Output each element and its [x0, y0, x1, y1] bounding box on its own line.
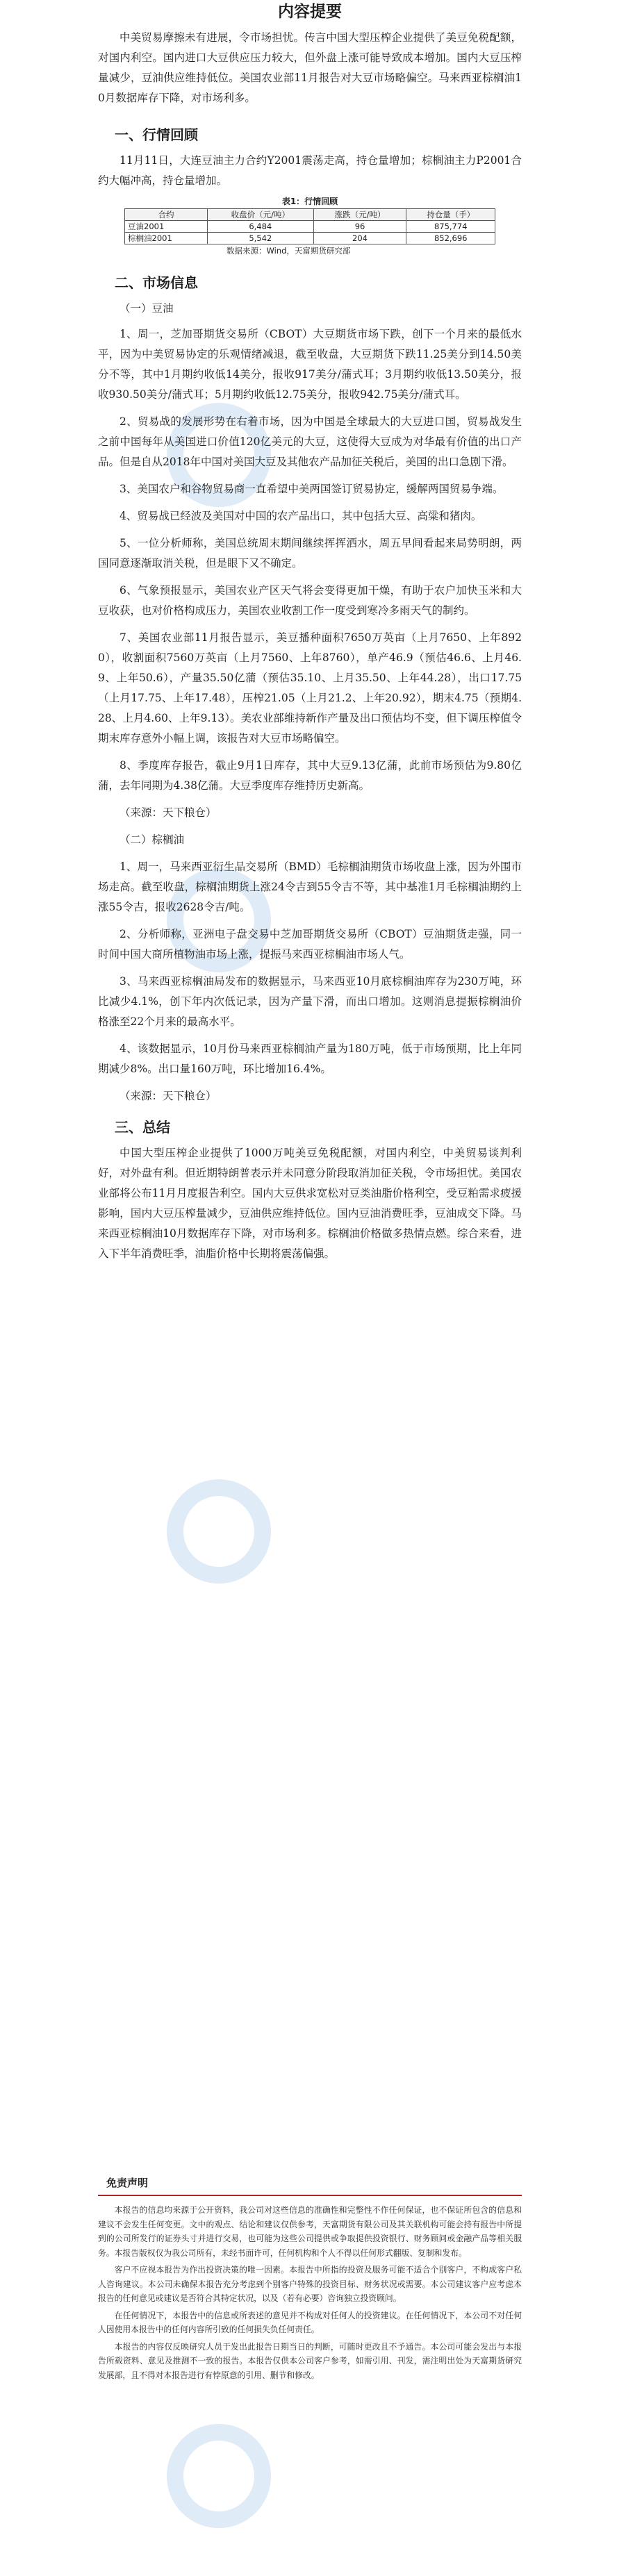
- subheading-soybean-oil: （一）豆油: [120, 302, 174, 315]
- soy-oil-news: [98, 324, 522, 796]
- news-paragraph: 1、周一，芝加哥期货交易所（CBOT）大豆期货市场下跌，创下一个月来的最低水平，因为中美贸易协定的乐观情绪减退，截至收盘，大豆期货下跌11.25美分到14.50美分不等，其中1月期约收低14美分，报收917美分/蒲式耳；3月期约收低13.50美分，报收930.50美分/蒲式耳；5月期约收低12.75美分，报收942.75美分/蒲式耳。: [98, 328, 522, 401]
- watermark-logo: [167, 2410, 493, 2549]
- table-cell: 豆油2001: [125, 221, 208, 233]
- disclaimer-paragraph: 在任何情况下，本报告中的信息或所表述的意见并不构成对任何人的投资建议。在任何情况下，本公司不对任何人因使用本报告中的任何内容所引致的任何损失负任何责任。: [98, 2310, 522, 2334]
- table-cell: 204: [313, 233, 406, 244]
- summary-block: [98, 28, 522, 108]
- subheading-palm-oil: （二）棕榈油: [120, 833, 185, 846]
- table-cell: 棕榈油2001: [125, 233, 208, 244]
- table-cell: 6,484: [207, 221, 313, 233]
- logo-ring-icon: [167, 1479, 271, 1584]
- news-paragraph: 2、贸易战的发展形势在右着市场，因为中国是全球最大的大豆进口国，贸易战发生之前中国每年从美国进口价值120亿美元的大豆，这使得大豆成为对华最有价值的出口产品。但是自从2018年中国对美国大豆及其他农产品加征关税后，美国的出口急剧下滑。: [98, 415, 522, 468]
- news-paragraph: 3、美国农户和谷物贸易商一直希望中美两国签订贸易协定，缓解两国贸易争端。: [120, 483, 504, 495]
- table-row: [125, 221, 495, 233]
- news-paragraph: 6、气象预报显示，美国农业产区天气将会变得更加干燥，有助于农户加快玉米和大豆收获，也对价格构成压力，美国农业收割工作一度受到寒冷多雨天气的制约。: [98, 584, 522, 617]
- logo-ring-icon: [167, 2424, 271, 2528]
- news-paragraph: 4、该数据显示，10月份马来西亚棕榈油产量为180万吨，低于市场预期，比上年同期减少8%。出口量160万吨，环比增加16.4%。: [98, 1042, 522, 1075]
- section-heading-review: 一、行情回顾: [115, 126, 198, 143]
- source-note: （来源：天下粮仓）: [120, 806, 217, 819]
- report-content: [98, 0, 522, 1264]
- disclaimer-paragraph: 本报告的信息均来源于公开资料，我公司对这些信息的准确性和完整性不作任何保证，也不保证所包含的信息和建议不会发生任何变更。文中的观点、结论和建议仅供参考，天富期货有限公司及其关联机构可能会持有报告中所提到的公司所发行的证券头寸并进行交易，也可能为这些公司提供或争取提供投资银行、财务顾问或金融产品等相关服务。本报告版权仅为我公司所有，未经书面许可，任何机构和个人不得以任何形式翻版、复制和发布。: [98, 2205, 522, 2258]
- palm-oil-news: [98, 857, 522, 1079]
- disclaimer-section: [98, 2174, 522, 2382]
- news-paragraph: 1、周一，马来西亚衍生品交易所（BMD）毛棕榈油期货市场收盘上涨，因为外围市场走高。截至收盘，棕榈油期货上涨24令吉到55令吉不等，其中基准1月毛棕榈油期约上涨55令吉，报收2628令吉/吨。: [98, 861, 522, 913]
- table-cell: 5,542: [207, 233, 313, 244]
- news-paragraph: 8、季度库存报告，截止9月1日库存，其中大豆9.13亿蒲，此前市场预估为9.80亿蒲，去年同期为4.38亿蒲。大豆季度库存维持历史新高。: [98, 759, 522, 792]
- table-cell: 875,774: [406, 221, 495, 233]
- table-header-row: [125, 209, 495, 221]
- news-paragraph: 3、马来西亚棕榈油局发布的数据显示，马来西亚10月底棕榈油库存为230万吨，环比减少4.1%，创下年内次低记录，因为产量下滑，而出口增加。这则消息提振棕榈油价格涨至22个月来的最高水平。: [98, 975, 522, 1028]
- news-paragraph: 7、美国农业部11月报告显示，美豆播种面积7650万英亩（上月7650、上年8920），收割面积7560万英亩（上月7560、上年8760），单产46.9（预估46.6、上月46.9、上年50.6），产量35.50亿蒲（预估35.10、上月35.50、上年44.28），出口17.75（上月17.75、上年17.48），压榨21.05（上月21.2、上年20.92），期末4.75（预期4.28、上月4.60、上年9.13）。美农业部维持新作产量及出口预估均不变，但下调压榨值令期末库存意外小幅上调，该报告对大豆市场略偏空。: [98, 631, 522, 745]
- table-caption: 表1：行情回顾: [281, 197, 338, 206]
- table-cell: 852,696: [406, 233, 495, 244]
- table-header-cell: 合约: [125, 209, 208, 221]
- table-row: [125, 233, 495, 244]
- disclaimer-heading: 免责声明: [106, 2177, 149, 2189]
- page-title: 内容提要: [278, 2, 342, 21]
- divider: [98, 2195, 522, 2196]
- source-note: （来源：天下粮仓）: [120, 1090, 217, 1102]
- section-heading-summary: 三、总结: [115, 1119, 170, 1136]
- news-paragraph: 4、贸易战已经波及美国对中国的农产品出口，其中包括大豆、高粱和猪肉。: [120, 510, 482, 522]
- watermark-logo: [167, 1465, 493, 1604]
- table-header-cell: 涨跌（元/吨）: [313, 209, 406, 221]
- table-cell: 96: [313, 221, 406, 233]
- review-paragraph: 11月11日，大连豆油主力合约Y2001震荡走高，持仓量增加；棕榈油主力P2001合约大幅冲高，持仓量增加。: [98, 154, 522, 187]
- disclaimer-paragraph: 客户不应视本报告为作出投资决策的唯一因素。本报告中所指的投资及服务可能不适合个别客户，不构成客户私人咨询建议。本公司未确保本报告充分考虑到个别客户特殊的投资目标、财务状况或需要。本公司建议客户应考虑本报告的任何意见或建议是否符合其特定状况，以及（若有必要）咨询独立投资顾问。: [98, 2265, 522, 2303]
- summary-paragraph: 中美贸易摩擦未有进展，令市场担忧。传言中国大型压榨企业提供了美豆免税配额，对国内利空。国内进口大豆供应压力较大，但外盘上涨可能导致成本增加。国内大豆压榨量减少，豆油供应维持低位。美国农业部11月报告对大豆市场略偏空。马来西亚棕榈油10月数据库存下降，对市场利多。: [98, 31, 522, 104]
- summary-conclusion: 中国大型压榨企业提供了1000万吨美豆免税配额，对国内利空，中美贸易谈判利好，对外盘有利。但近期特朗普表示并未同意分阶段取消加征关税，令市场担忧。美国农业部将公布11月月度报告利空。国内大豆供求宽松对豆类油脂价格利空，受豆粕需求疲援影响，国内大豆压榨量减少，豆油供应维持低位。国内豆油消费旺季，豆油成交下降。马来西亚棕榈油10月数据库存下降，对市场利多。棕榈油价格做多热情点燃。综合来看，进入下半年消费旺季，油脂价格中长期将震荡偏强。: [98, 1147, 522, 1260]
- disclaimer-paragraph: 本报告的内容仅反映研究人员于发出此报告日期当日的判断，可随时更改且不予通告。本公司可能会发出与本报告所载资料、意见及推测不一致的报告。本报告仅供本公司客户参考，如需引用、刊发，需注明出处为天富期货研究发展部，且不得对本报告进行有悖原意的引用、删节和修改。: [98, 2341, 522, 2380]
- table-header-cell: 收盘价（元/吨）: [207, 209, 313, 221]
- market-review-table: [124, 208, 495, 244]
- section-heading-market-info: 二、市场信息: [115, 274, 198, 291]
- news-paragraph: 5、一位分析师称，美国总统周末期间继续挥挥洒水，周五早间看起来局势明朗，两国同意逐渐取消关税，但是眼下又不确定。: [98, 537, 522, 570]
- table-header-cell: 持仓量（手）: [406, 209, 495, 221]
- table-source: 数据来源：Wind，天富期货研究部: [226, 246, 351, 256]
- news-paragraph: 2、分析师称，亚洲电子盘交易中芝加哥期货交易所（CBOT）豆油期货走强，同一时间中国大商所植物油市场上涨，提振马来西亚棕榈油市场人气。: [98, 928, 522, 961]
